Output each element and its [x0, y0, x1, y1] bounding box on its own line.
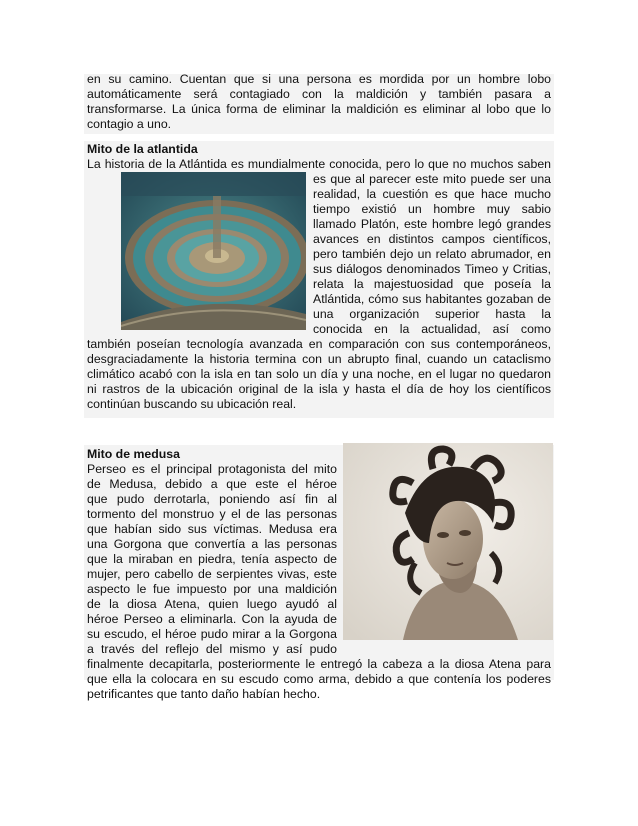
atlantida-heading: Mito de la atlantida	[87, 142, 198, 156]
medusa-line: tormento del monstruo y el de las personas	[87, 507, 337, 521]
atlantida-line: sus diálogos denominados Timeo y Critias,	[313, 262, 551, 276]
atlantida-line: conocida en la actualidad, así como	[313, 322, 551, 336]
medusa-line: que ella la colocara en su escudo como arma, debido a que contenía los poderes	[87, 672, 551, 686]
medusa-line: una Gorgona que convertía a las personas	[87, 537, 337, 551]
medusa-line: de Medusa, debido a que este el héroe	[87, 477, 337, 491]
atlantis-image	[121, 172, 306, 330]
atlantida-line: es que al parecer este mito puede ser una	[313, 172, 551, 186]
medusa-line: finalmente decapitarla, posteriormente le entregó la cabeza a la diosa Atena para	[87, 657, 551, 671]
atlantida-line: una organización superior hasta la	[313, 307, 551, 321]
medusa-image	[343, 443, 553, 640]
medusa-line: de la diosa Atena, quien luego ayudó al	[87, 597, 337, 611]
medusa-line: que la miraban en piedra, tenía aspecto de	[87, 552, 337, 566]
intro-line: contagio a uno.	[87, 117, 172, 131]
medusa-line: que habían sido sus víctimas. Medusa era	[87, 522, 337, 536]
medusa-line: Perseo es el principal protagonista del mito	[87, 462, 337, 476]
medusa-heading: Mito de medusa	[87, 447, 180, 461]
medusa-line: su escudo, el héroe pudo mirar a la Gorgona	[87, 627, 337, 641]
atlantida-line: Atlántida, cómo sus habitantes gozaban de	[313, 292, 551, 306]
atlantida-line: ni rastros de la ubicación original de la isla y hasta el día de hoy los científicos	[87, 382, 551, 396]
atlantida-line: tiempo existió un hombre muy sabio	[313, 202, 551, 216]
intro-line: transformarse. La única forma de eliminar la maldición es eliminar al lobo que lo	[87, 102, 551, 116]
medusa-line: a través del reflejo del mismo y así pudo	[87, 642, 337, 656]
atlantida-line: pero también dejo un relato abrumador, en	[313, 247, 551, 261]
medusa-line: petrificantes que tanto daño habían hecho.	[87, 687, 321, 701]
atlantida-line: continúan buscando su ubicación real.	[87, 397, 297, 411]
medusa-line: que pudo derrotarla, poniendo así fin al	[87, 492, 337, 506]
intro-line: automáticamente será contagiado con la maldición y también pasara a	[87, 87, 551, 101]
atlantida-line: desgraciadamente la historia termina con un abrupto final, cuando un cataclismo	[87, 352, 551, 366]
atlantida-line: climático acabó con la isla en tan solo un día y una noche, en el lugar no quedaron	[87, 367, 551, 381]
atlantida-line: avances en distintos campos científicos,	[313, 232, 551, 246]
atlantida-line: llamado Platón, este hombre legó grandes	[313, 217, 551, 231]
atlantida-line: relata la majestuosidad que poseía la	[313, 277, 551, 291]
atlantida-line: realidad, la cuestión es que hace mucho	[313, 187, 551, 201]
atlantida-line: La historia de la Atlántida es mundialmente conocida, pero lo que no muchos saben	[87, 157, 551, 171]
medusa-line: aspecto le fue impuesto por una maldición	[87, 582, 337, 596]
intro-line: en su camino. Cuentan que si una persona es mordida por un hombre lobo	[87, 72, 551, 86]
medusa-line: mujer, pero cabello de serpientes vivas, este	[87, 567, 337, 581]
medusa-line: héroe Perseo a eliminarla. Con la ayuda de	[87, 612, 337, 626]
atlantida-line: también poseían tecnología avanzada en comparación con sus contemporáneos,	[87, 337, 551, 351]
